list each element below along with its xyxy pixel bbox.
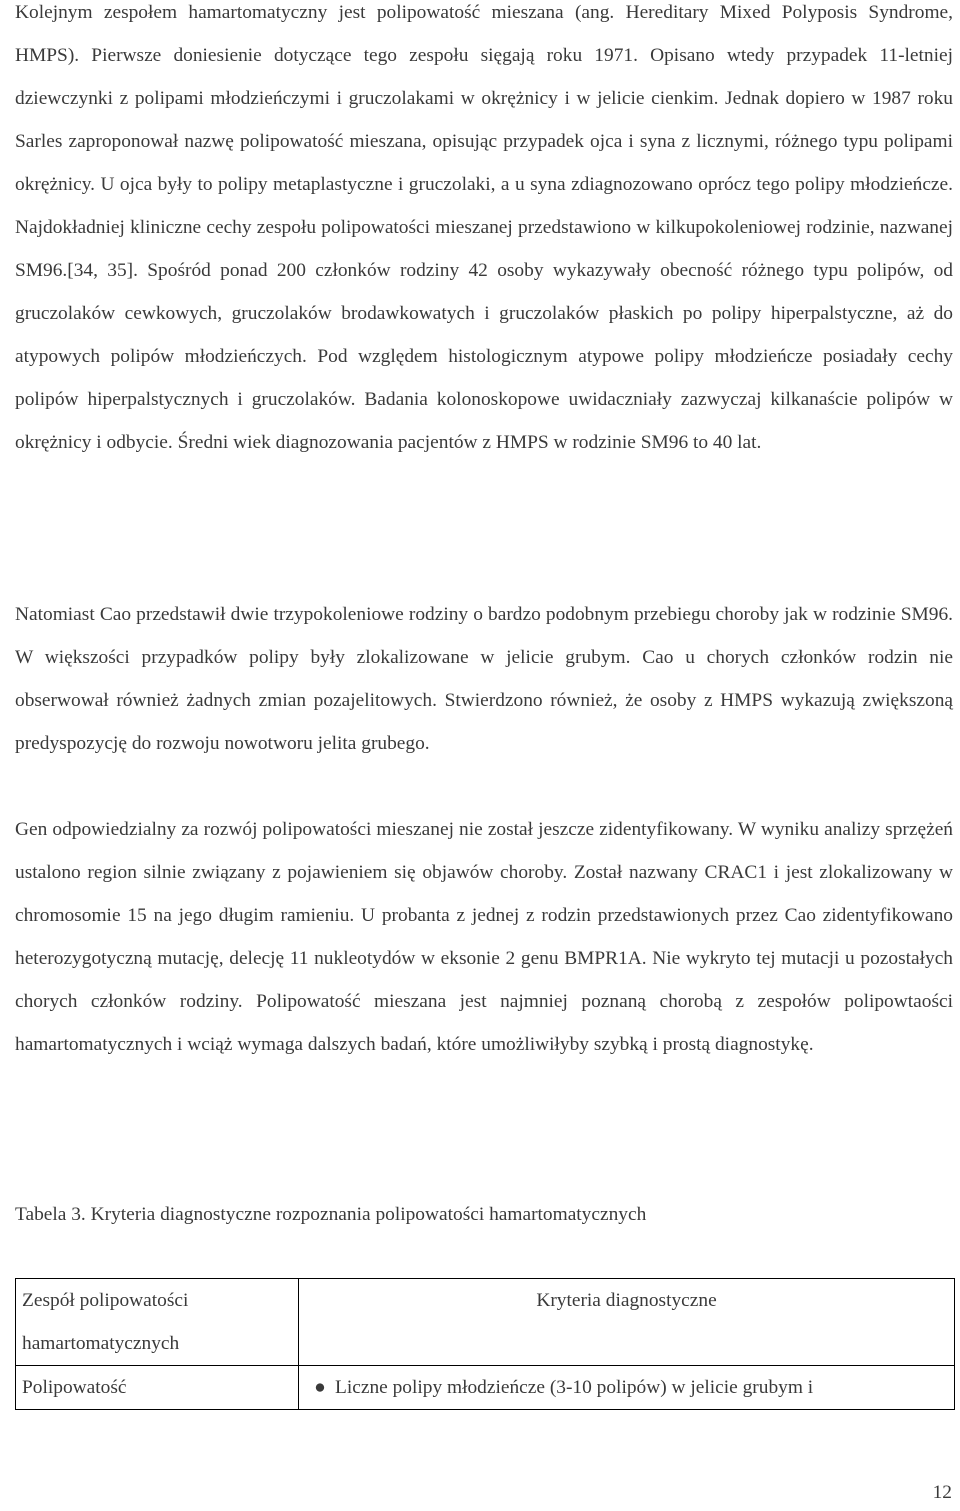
cell-criteria xyxy=(299,1366,955,1410)
table-caption: Tabela 3. Kryteria diagnostyczne rozpoznania polipowatości hamartomatycznych xyxy=(15,1204,647,1225)
table-row xyxy=(16,1366,955,1410)
paragraph-cao-families: Natomiast Cao przedstawił dwie trzypokoleniowe rodziny o bardzo podobnym przebiegu choroby jak w rodzinie SM96. W większości przypadków polipy były zlokalizowane w jelicie grubym. Cao u chorych członków rodzin nie obserwował również żadnych zmian pozajelitowych. Stwierdzono również, że osoby z HMPS wykazują zwiększoną predyspozycję do rozwoju nowotworu jelita grubego. xyxy=(15,604,953,754)
page-number: 12 xyxy=(932,1482,952,1503)
criteria-table xyxy=(15,1278,955,1410)
header-syndrome: Zespół polipowatości hamartomatycznych xyxy=(16,1279,299,1366)
paragraph-gene: Gen odpowiedzialny za rozwój polipowatości mieszanej nie został jeszcze zidentyfikowany. W wyniku analizy sprzężeń ustalono region silnie związany z pojawieniem się objawów choroby. Został nazwany CRAC1 i jest zlokalizowany w chromosomie 15 na jego długim ramieniu. U probanta z jednej z rodzin przedstawionych przez Cao zidentyfikowano heterozygotyczną mutację, delecję 11 nukleotydów w eksonie 2 genu BMPR1A. Nie wykryto tej mutacji u pozostałych chorych członków rodziny. Polipowatość mieszana jest najmniej poznaną chorobą z zespołów polipowtaości hamartomatycznych i wciąż wymaga dalszych badań, które umożliwiłyby szybką i prostą diagnostykę. xyxy=(15,819,953,1055)
header-criteria: Kryteria diagnostyczne xyxy=(299,1279,955,1366)
paragraph-hmps-intro: Kolejnym zespołem hamartomatyczny jest polipowatość mieszana (ang. Hereditary Mixed Polyposis Syndrome, HMPS). Pierwsze doniesienie dotyczące tego zespołu sięgają roku 1971. Opisano wtedy przypadek 11-letniej dziewczynki z polipami młodzieńczymi i gruczolakami w okrężnicy i w jelicie cienkim. Jednak dopiero w 1987 roku Sarles zaproponował nazwę polipowatość mieszana, opisując przypadek ojca i syna z licznymi, różnego typu polipami okrężnicy. U ojca były to polipy metaplastyczne i gruczolaki, a u syna zdiagnozowano oprócz tego polipy młodzieńcze. Najdokładniej kliniczne cechy zespołu polipowatości mieszanej przedstawiono w kilkupokoleniowej rodzinie, nazwanej SM96.[34, 35]. Spośród ponad 200 członków rodziny 42 osoby wykazywały obecność różnego typu polipów, od gruczolaków cewkowych, gruczolaków brodawkowatych i gruczolaków płaskich po polipy hiperpalstyczne, aż do atypowych polipów młodzieńczych. Pod względem histologicznym atypowe polipy młodzieńcze posiadały cechy polipów hiperpalstycznych i gruczolaków. Badania kolonoskopowe uwidaczniały zazwyczaj kilkanaście polipów w okrężnicy i odbycie. Średni wiek diagnozowania pacjentów z HMPS w rodzinie SM96 to 40 lat. xyxy=(15,2,953,453)
table-header-row xyxy=(16,1279,955,1366)
criteria-text: Liczne polipy młodzieńcze (3-10 polipów) w jelicie grubym i xyxy=(335,1377,814,1398)
cell-syndrome-name: Polipowatość xyxy=(16,1366,299,1410)
bullet-icon: ● xyxy=(314,1377,326,1398)
